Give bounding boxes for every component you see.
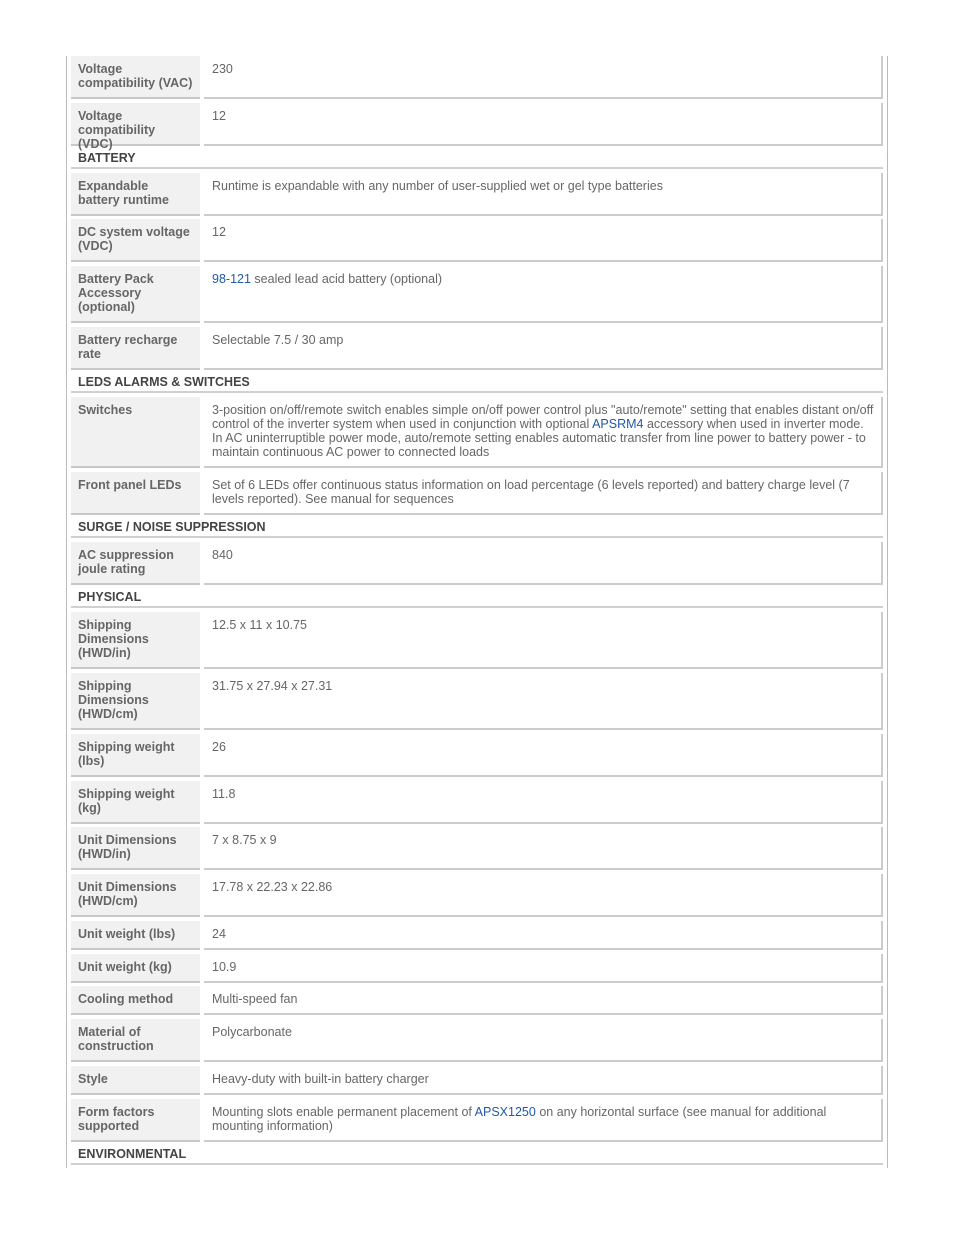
spec-row [71,397,883,468]
section-header-physical: PHYSICAL [71,586,883,608]
accessory-link-apsrm4[interactable]: APSRM4 [592,417,644,431]
spec-label: Unit Dimensions (HWD/in) [71,827,200,870]
spec-value: Polycarbonate [204,1019,883,1062]
spec-value-text: accessory when used in inverter mode. In AC uninterruptible power mode, auto/remote setting enables automatic transfer from line power to battery power - to maintain continuous AC power to connected loads [212,417,866,459]
spec-label: Style [71,1066,200,1095]
spec-label: Form factors supported [71,1099,200,1142]
spec-row [71,874,883,917]
spec-value-text: Mounting slots enable permanent placement of [212,1105,475,1119]
spec-row [71,103,883,151]
spec-value: 840 [204,542,883,585]
spec-value: 12 [204,103,883,146]
spec-value: 7 x 8.75 x 9 [204,827,883,870]
spec-row [71,173,883,216]
spec-label: Cooling method [71,986,200,1015]
spec-label: Battery Pack Accessory (optional) [71,266,200,323]
spec-row [71,612,883,669]
spec-label: DC system voltage (VDC) [71,219,200,262]
section-header-environmental: ENVIRONMENTAL [71,1143,883,1165]
product-link-apsx1250[interactable]: APSX1250 [474,1105,536,1119]
spec-value: 11.8 [204,781,883,824]
spec-row [71,542,883,585]
spec-value: Selectable 7.5 / 30 amp [204,327,883,370]
section-header-battery: BATTERY [71,147,883,169]
spec-label: Switches [71,397,200,468]
spec-row [71,1066,883,1095]
spec-row [71,1099,883,1142]
spec-value: 230 [204,56,883,99]
spec-label: AC suppression joule rating [71,542,200,585]
spec-row [71,219,883,262]
spec-value: Heavy-duty with built-in battery charger [204,1066,883,1095]
spec-value: 10.9 [204,954,883,983]
spec-value: 31.75 x 27.94 x 27.31 [204,673,883,730]
spec-value-text: 3-position on/off/remote switch enables simple on/off power control plus "auto/remote" setting that enables distant on/off control of the inverter system when used in conjunction with optional [212,403,874,431]
spec-label: Expandable battery runtime [71,173,200,216]
spec-label: Shipping weight (kg) [71,781,200,824]
spec-value: 26 [204,734,883,777]
spec-label: Shipping Dimensions (HWD/cm) [71,673,200,730]
spec-table [66,56,888,1168]
spec-value [204,1099,883,1142]
spec-value: 17.78 x 22.23 x 22.86 [204,874,883,917]
spec-row [71,954,883,983]
spec-value [204,397,883,468]
spec-value: 12.5 x 11 x 10.75 [204,612,883,669]
spec-label: Shipping weight (lbs) [71,734,200,777]
spec-row [71,921,883,950]
spec-row [71,472,883,515]
spec-label: Shipping Dimensions (HWD/in) [71,612,200,669]
spec-row [71,781,883,824]
spec-label: Voltage compatibility (VDC) [71,103,200,146]
spec-label: Unit Dimensions (HWD/cm) [71,874,200,917]
spec-label: Battery recharge rate [71,327,200,370]
spec-row [71,986,883,1015]
spec-value-text: sealed lead acid battery (optional) [250,272,443,286]
spec-row [71,327,883,370]
spec-label: Unit weight (lbs) [71,921,200,950]
spec-label: Voltage compatibility (VAC) [71,56,200,99]
spec-row [71,827,883,870]
accessory-link-98-121[interactable]: 98-121 [212,272,251,286]
spec-row [71,1019,883,1062]
spec-value-text: on any horizontal surface (see manual for additional mounting information) [212,1105,827,1133]
spec-row [71,673,883,730]
spec-value: Multi-speed fan [204,986,883,1015]
spec-label: Material of construction [71,1019,200,1062]
spec-label: Unit weight (kg) [71,954,200,983]
spec-value: Set of 6 LEDs offer continuous status information on load percentage (6 levels reported) and battery charge level (7 levels reported). See manual for sequences [204,472,883,515]
spec-value [204,266,883,323]
spec-value: 12 [204,219,883,262]
section-header-surge-noise-suppression: SURGE / NOISE SUPPRESSION [71,516,883,538]
spec-row [71,266,883,323]
spec-value: Runtime is expandable with any number of user-supplied wet or gel type batteries [204,173,883,216]
spec-value: 24 [204,921,883,950]
section-header-leds-alarms-switches: LEDS ALARMS & SWITCHES [71,371,883,393]
spec-row [71,56,883,99]
spec-label: Front panel LEDs [71,472,200,515]
spec-row [71,734,883,777]
